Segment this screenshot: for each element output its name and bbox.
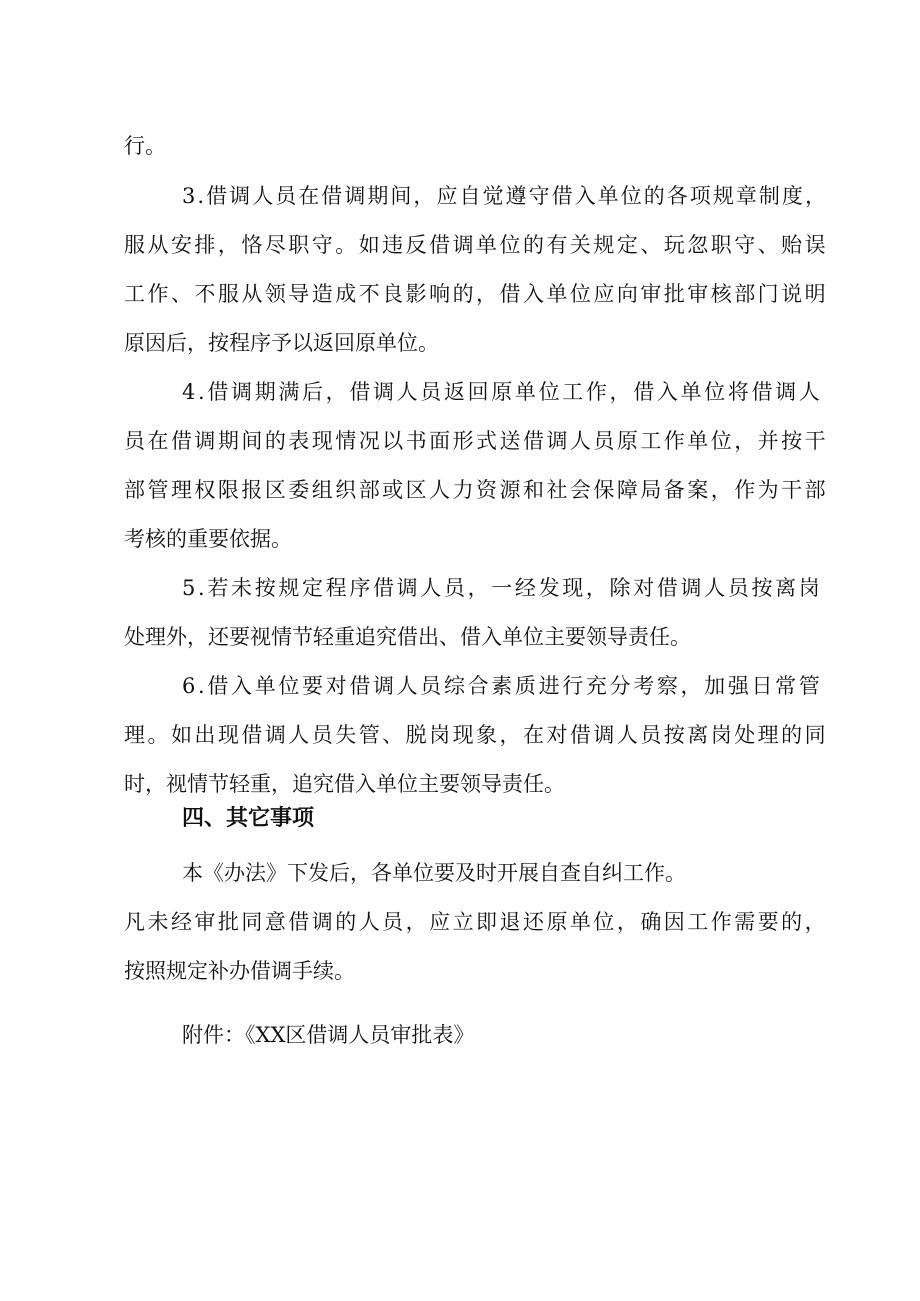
text-line-04: 工 作 、 不 服 从 领 导 造 成 不 良 影 响 的 ， 借 入 单 位 应 向 审 批 审 核 部 门 说 明	[124, 282, 826, 306]
text-line-11: 处理外，还要视情节轻重追究借出、借入单位主要领导责任。	[124, 625, 691, 649]
attachment-line: 附件：《XX区借调人员审批表》	[182, 1023, 475, 1047]
text-line-10: 5 . 若 未 按 规 定 程 序 借 调 人 员 ， 一 经 发 现 ， 除 对 借 调 人 员 按 离 岗	[182, 576, 820, 600]
text-line-14: 时，视情节轻重，追究借入单位主要领导责任。	[124, 772, 565, 796]
text-line-03: 服 从 安 排 ， 恪 尽 职 守 。 如 违 反 借 调 单 位 的 有 关 规 定 、 玩 忽 职 守 、 贻 误	[124, 233, 826, 257]
text-line-15: 本《办法》下发后，各单位要及时开展自查自纠工作。	[182, 861, 686, 885]
text-line-09: 考核的重要依据。	[124, 527, 292, 551]
text-line-02: 3 . 借 调 人 员 在 借 调 期 间 ， 应 自 觉 遵 守 借 入 单 位 的 各 项 规 章 制 度 ，	[182, 184, 826, 208]
text-line-08: 部 管 理 权 限 报 区 委 组 织 部 或 区 人 力 资 源 和 社 会 保 障 局 备 案 ， 作 为 干 部	[124, 478, 826, 502]
text-line-17: 按照规定补办借调手续。	[124, 959, 355, 983]
text-line-06: 4 . 借 调 期 满 后 ， 借 调 人 员 返 回 原 单 位 工 作 ， 借 入 单 位 将 借 调 人	[182, 380, 820, 404]
text-line-01: 行。	[124, 134, 166, 158]
text-line-07: 员 在 借 调 期 间 的 表 现 情 况 以 书 面 形 式 送 借 调 人 员 原 工 作 单 位 ， 并 按 干	[124, 429, 826, 453]
text-line-16: 凡 未 经 审 批 同 意 借 调 的 人 员 ， 应 立 即 退 还 原 单 位 ， 确 因 工 作 需 要 的 ，	[124, 910, 826, 934]
section-heading-4: 四、其它事项	[182, 806, 315, 831]
text-line-12: 6 . 借 入 单 位 要 对 借 调 人 员 综 合 素 质 进 行 充 分 考 察 ， 加 强 日 常 管	[182, 674, 820, 698]
text-line-05: 原因后，按程序予以返回原单位。	[124, 331, 439, 355]
text-line-13: 理 。 如 出 现 借 调 人 员 失 管 、 脱 岗 现 象 ， 在 对 借 调 人 员 按 离 岗 处 理 的 同	[124, 723, 826, 747]
